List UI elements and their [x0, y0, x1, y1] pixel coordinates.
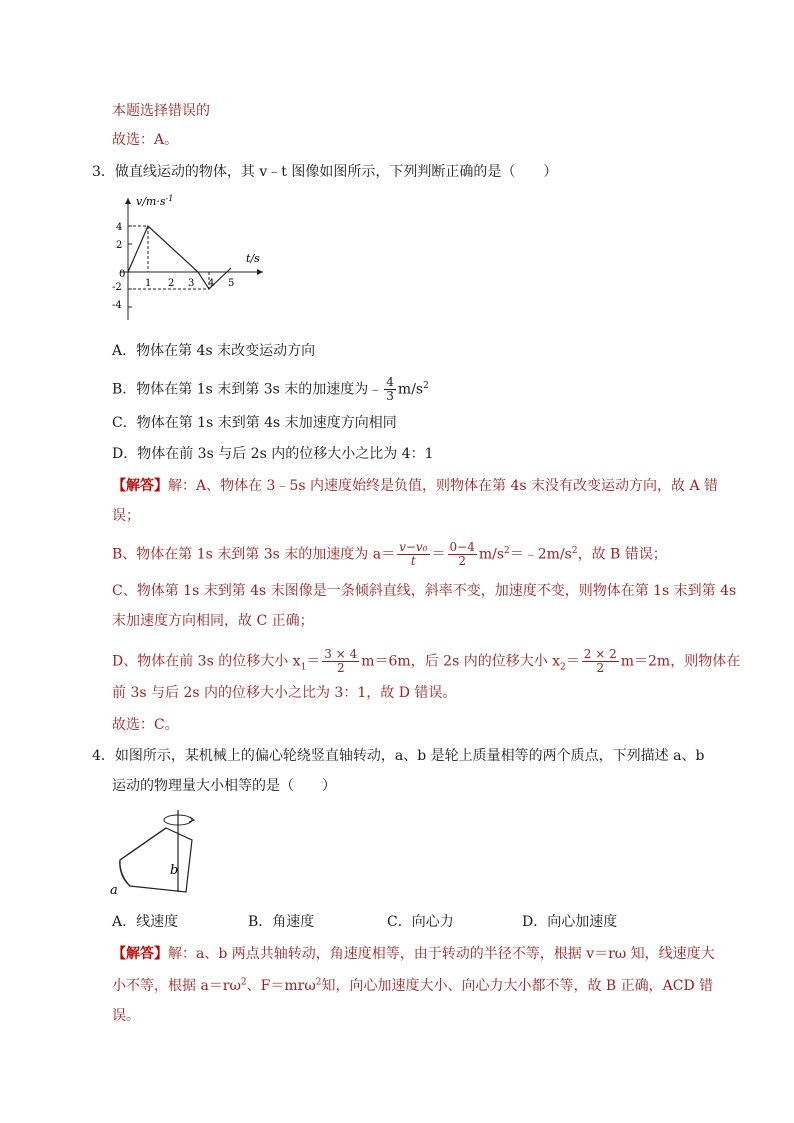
answer-tag: 【解答】: [112, 946, 168, 962]
intro-line-1: 本题选择错误的: [112, 103, 210, 119]
q3-choice: 故选：C。: [112, 717, 179, 733]
q3-answer-a-cont: 误；: [112, 508, 140, 524]
answer-tag: 【解答】: [112, 478, 168, 494]
intro-choice: 故选：A。: [112, 132, 179, 148]
q3-answer-c: C、物体第 1s 末到第 4s 末图像是一条倾斜直线，斜率不变，加速度不变，则物体在第 1s 末到第 4s: [112, 583, 737, 599]
q3-stem: [92, 162, 557, 182]
velocity-line: [128, 226, 231, 289]
q4-answer-line-3: 误。: [112, 1008, 140, 1024]
x-tick-label: 1: [145, 278, 152, 289]
y-tick-label: 2: [116, 240, 123, 251]
q4-option-b: B．角速度: [248, 914, 315, 930]
x-axis-label: t/s: [246, 252, 260, 265]
q3-stem-text: 做直线运动的物体，其 v﹣t 图像如图所示，下列判断正确的是（ ）: [114, 164, 558, 180]
q4-answer-line-1: 【解答】解：a、b 两点共轴转动，角速度相等，由于转动的半径不等，根据 v＝rω 知，线速度大: [112, 946, 715, 962]
q4-number: 4．: [92, 748, 115, 764]
x-tick-label: 2: [168, 278, 175, 289]
q3-option-d: D．物体在前 3s 与后 2s 内的位移大小之比为 4：1: [112, 446, 434, 462]
x-tick-label: 4: [208, 278, 215, 289]
q3-number: 3．: [92, 164, 115, 180]
y-axis-label: $v/m\cdot s^{-1}$: [136, 194, 174, 208]
q4-stem: 4．如图所示，某机械上的偏心轮绕竖直轴转动，a、b 是轮上质量相等的两个质点，下列描述 a、b: [92, 748, 705, 764]
q3-answer-c-cont: 末加速度方向相同，故 C 正确；: [112, 613, 314, 629]
y-tick-label: -2: [112, 282, 122, 293]
point-b-label: b: [170, 863, 179, 878]
q3-vt-graph: [108, 190, 278, 330]
y-tick-label: -4: [112, 300, 122, 311]
q3-option-c: C．物体在第 1s 末到第 4s 末加速度方向相同: [112, 415, 397, 431]
q3-answer-d-cont: 前 3s 与后 2s 内的位移大小之比为 3：1，故 D 错误。: [112, 685, 457, 701]
x-tick-label: 3: [188, 278, 195, 289]
q3-option-b: B．物体在第 1s 末到第 3s 末的加速度为﹣ $\frac{4}{3}$ $m/s^2$: [112, 375, 429, 403]
q3-answer-d: D、物体在前 3s 的位移大小 $x_1=$ $\frac{3 \times 4}{2}$ m＝6m，后 2s 内的位移大小 $x_2=$ $\frac{2 \times 2}{2}$ m＝2m，则物体在: [112, 647, 741, 675]
q4-eccentric-wheel-figure: [108, 808, 208, 898]
point-a-label: a: [110, 883, 118, 898]
y-tick-label: 0: [119, 269, 126, 280]
q4-option-a: A．线速度: [112, 914, 179, 930]
x-tick-label: 5: [228, 278, 235, 289]
q3-answer-b: B、物体在第 1s 末到第 3s 末的加速度为 a＝ $\frac{\text{v−v₀}}{t}$ ＝ $\frac{0-4}{2}$ $m/s^2=﹣2m/s^2$，故 B 错误；: [112, 540, 667, 568]
y-tick-label: 4: [116, 222, 123, 233]
q3-option-a: A．物体在第 4s 末改变运动方向: [112, 343, 316, 359]
q3-answer-a: 【解答】解：A、物体在 3﹣5s 内速度始终是负值，则物体在第 4s 末没有改变运动方向，故 A 错: [112, 478, 719, 494]
q4-option-d: D．向心加速度: [522, 914, 618, 930]
q4-answer-line-2: 小不等，根据 $a=r\omega^2$、F＝mrω$^2$知，向心加速度大小、向心力大小都不等，故 B 正确，ACD 错: [112, 977, 714, 994]
q4-option-c: C．向心力: [387, 914, 454, 930]
q4-stem-cont: 运动的物理量大小相等的是（ ）: [112, 778, 336, 794]
